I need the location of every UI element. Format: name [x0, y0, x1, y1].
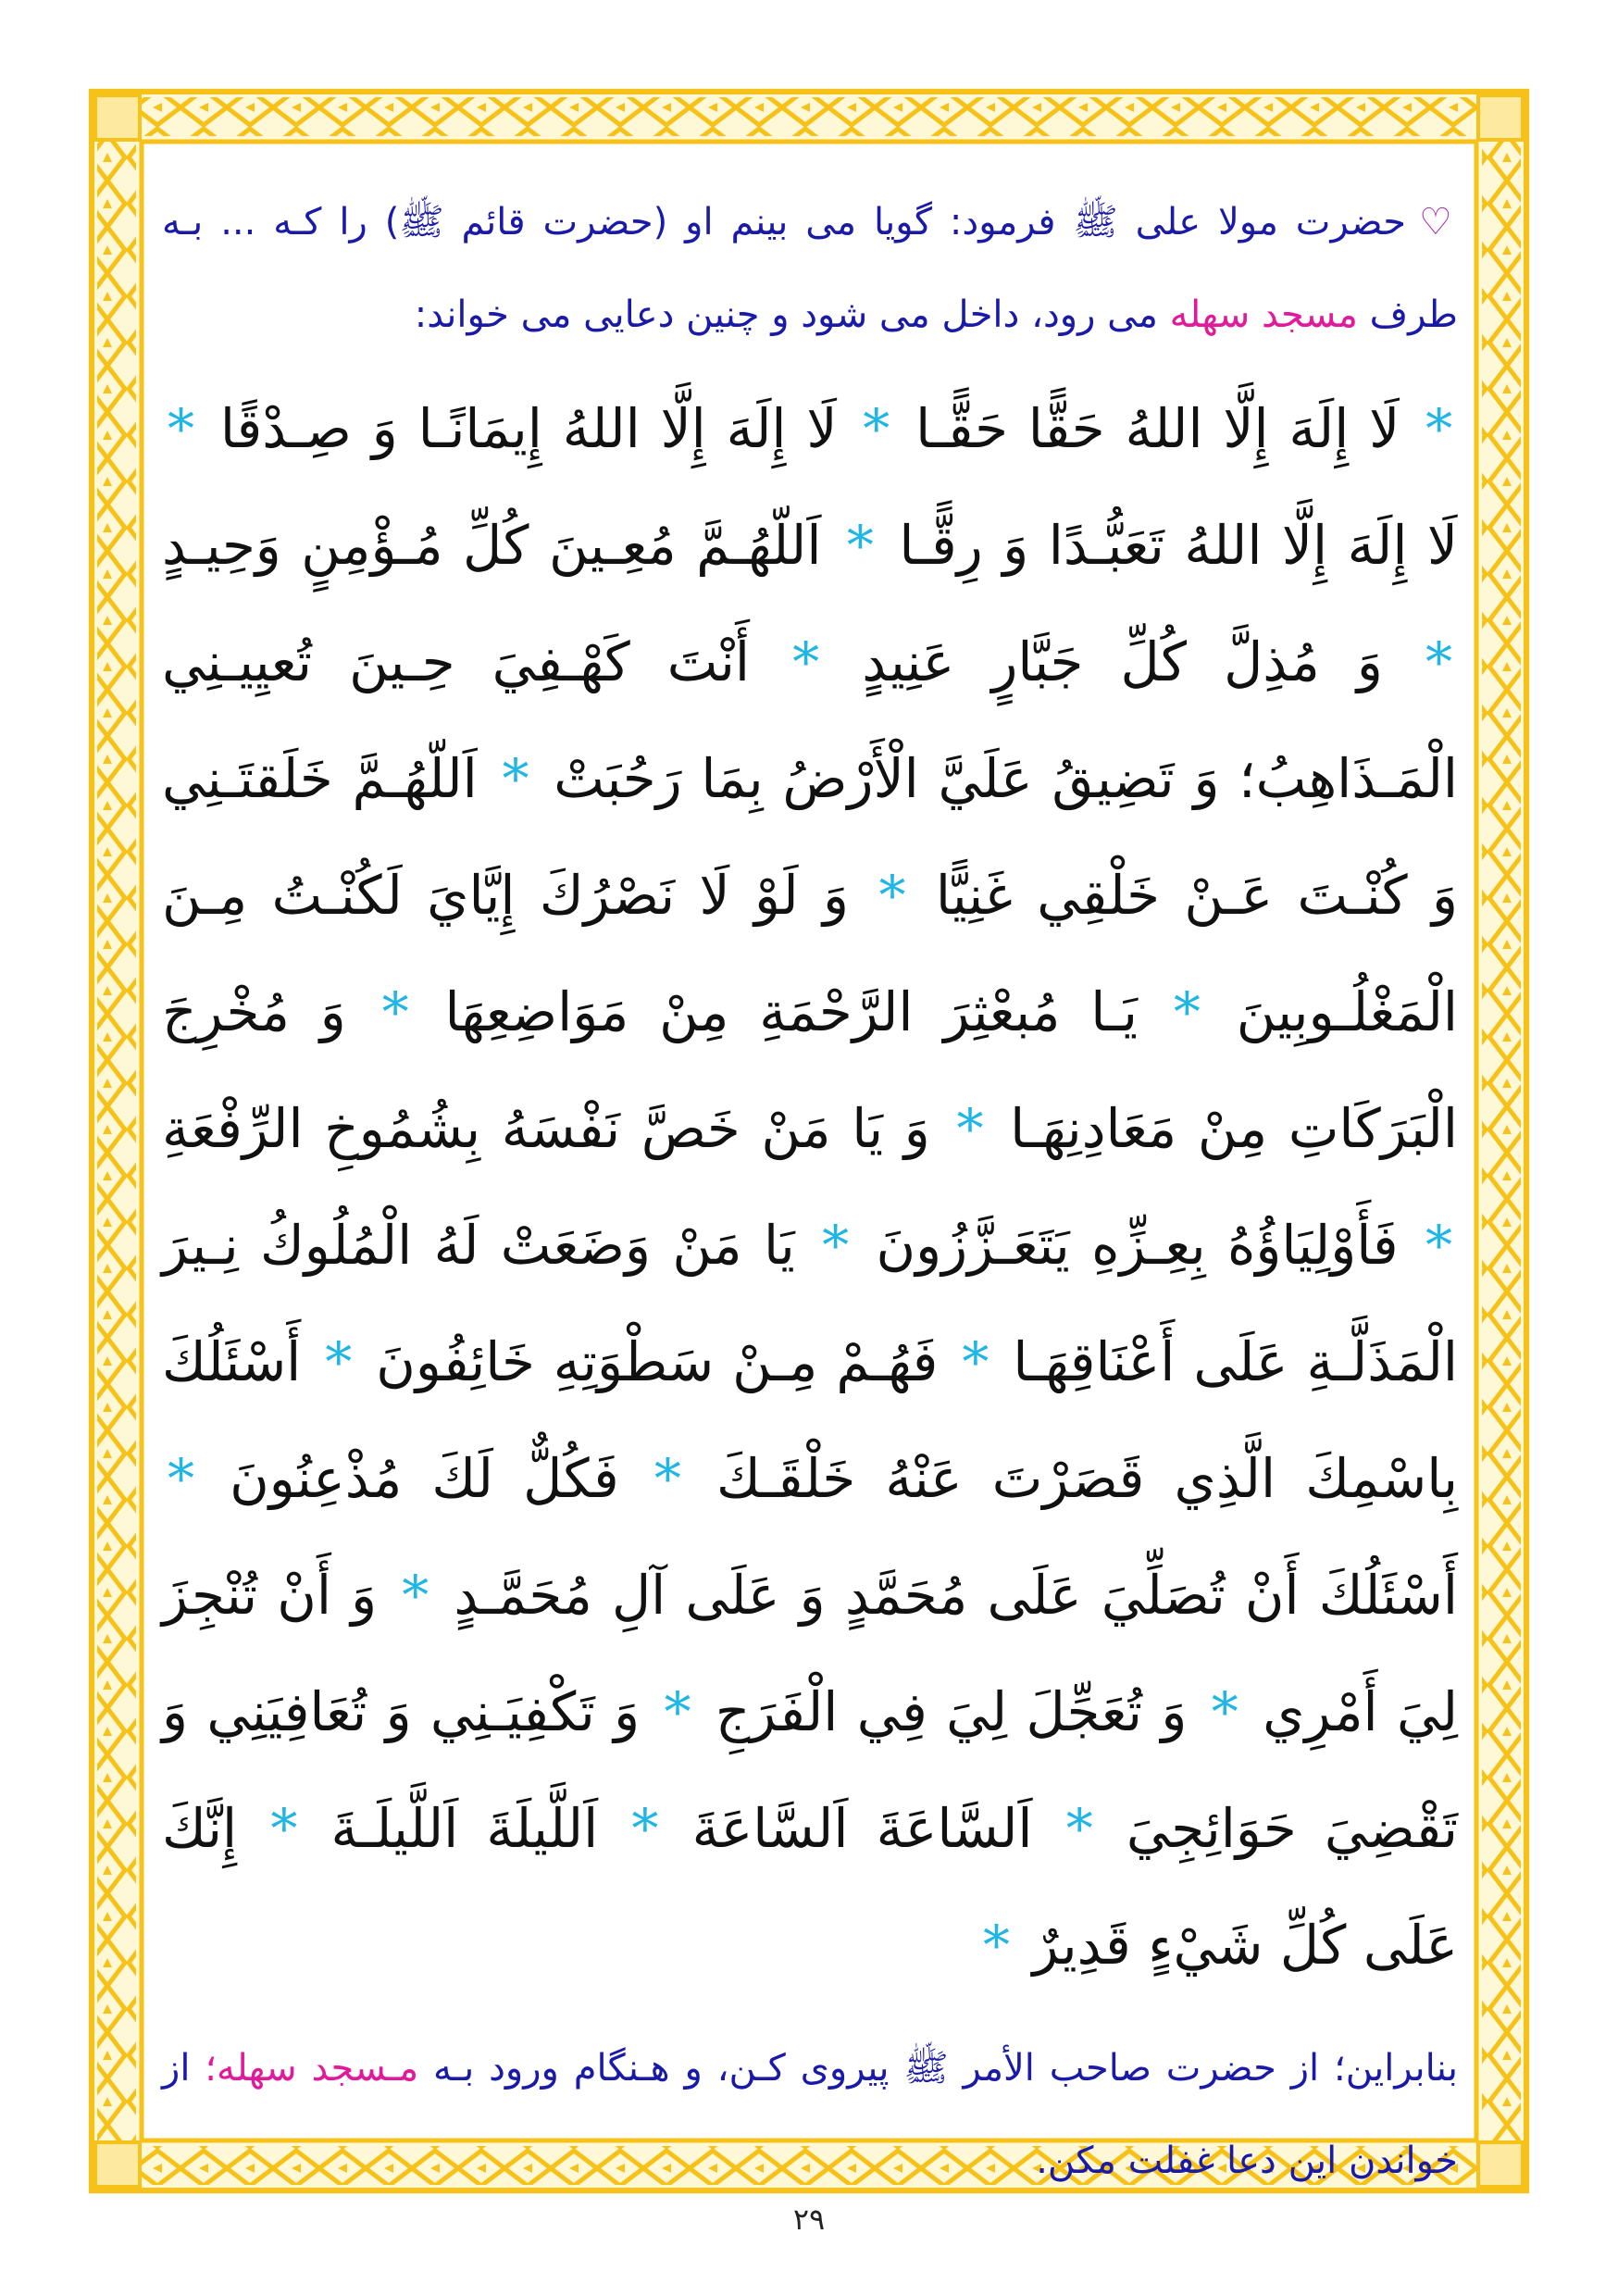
heart-icon: ♡ [1418, 201, 1458, 243]
prayer-segment: يَـا مُبعْثِرَ الرَّحْمَةِ مِنْ مَوَاضِعِهَا [444, 980, 1139, 1043]
prayer-segment: أَسْئَلُكَ بِاسْمِكَ الَّذِي قَصَرْتَ عَنْهُ خَلْقَـكَ [162, 1330, 1459, 1510]
star-separator: * [1425, 1214, 1453, 1277]
page-number: ۲۹ [792, 2202, 826, 2237]
outro-part-4: از خواندن این دعا غفلت مکن. [162, 2047, 1458, 2182]
star-separator: * [402, 1564, 429, 1627]
intro-part-3: ) را کـه ... بـه طرف [162, 201, 1458, 336]
star-separator: * [168, 397, 194, 460]
star-separator: * [1173, 980, 1201, 1043]
star-separator: * [822, 1214, 850, 1277]
prayer-segment: إِنَّكَ عَلَى كُلِّ شَيْءٍ قَدِيرٌ [162, 1797, 1458, 1977]
prayer-segment: وَ تُعَجِّلَ لِيَ فِي الْفَرَجِ [715, 1680, 1188, 1743]
star-separator: * [878, 864, 906, 927]
star-separator: * [381, 980, 409, 1043]
star-separator: * [168, 1447, 194, 1510]
honorific-glyph: ﷺ [399, 201, 444, 243]
outro-part-1: بنابراین؛ از حضرت صاحب الأمر [963, 2047, 1459, 2090]
honorific-glyph: ﷺ [903, 2047, 949, 2090]
intro-part-2: فرمود: گویا می بینم او (حضرت قائم [461, 201, 1056, 243]
prayer-segment: فَهُـمْ مِـنْ سَطْوَتِهِ خَائِفُونَ [376, 1330, 939, 1393]
prayer-segment: وَ لَوْ لَا نَصْرُكَ إِيَّايَ لَكُنْـتُ مِـنَ الْمَغْلُـوبِينَ [162, 864, 1459, 1043]
prayer-segment: وَ مُذِلَّ كُلِّ جَبَّارٍ عَنِيدٍ [862, 630, 1383, 693]
prayer-segment: وَ يَا مَنْ خَصَّ نَفْسَهُ بِشُمُوخِ الرِّفْعَةِ [162, 1097, 930, 1160]
star-separator: * [1211, 1680, 1238, 1743]
star-separator: * [631, 1797, 659, 1860]
prayer-segment: لَا إِلَهَ إِلَّا اللهُ حَقًّا حَقًّـا [915, 397, 1400, 460]
intro-paragraph [162, 176, 1458, 361]
prayer-segment: وَ أَنْ تُنْجِزَ لِيَ أَمْرِي [162, 1564, 1459, 1743]
prayer-segment: اَلسَّاعَةَ اَلسَّاعَةَ [691, 1797, 1033, 1860]
left-border [97, 97, 136, 2185]
prayer-segment: لَا إِلَهَ إِلَّا اللهُ تَعَبُّـدًا وَ رِقًّـا [899, 514, 1458, 577]
star-separator: * [792, 630, 820, 693]
star-separator: * [863, 397, 890, 460]
star-separator: * [1065, 1797, 1093, 1860]
right-border [1482, 97, 1521, 2185]
star-separator: * [846, 514, 874, 577]
star-separator: * [664, 1680, 691, 1743]
prayer-segment: أَسْئَلُكَ أَنْ تُصَلِّيَ عَلَى مُحَمَّدٍ وَ عَلَى آلِ مُحَمَّـدٍ [454, 1564, 1458, 1627]
prayer-segment: اَللّهُـمَّ خَلَقتَـنِي وَ كُنْـتَ عَـنْ خَلْقِي غَنِيًّا [162, 747, 1459, 927]
star-separator: * [1425, 630, 1453, 693]
prayer-segment: لَا إِلَهَ إِلَّا اللهُ إِيمَانًـا وَ صِـدْقًا [219, 397, 838, 460]
prayer-segment: وَ تَكْفِيَـنِي وَ تُعَافِيَنِي وَ تَقْضِيَ حَوَائِجِيَ [162, 1680, 1459, 1860]
star-separator: * [983, 1914, 1011, 1977]
intro-part-1: حضرت مولا علی [1135, 201, 1406, 243]
honorific-glyph: ﷺ [1073, 201, 1118, 243]
star-separator: * [325, 1330, 353, 1393]
star-separator: * [653, 1447, 681, 1510]
prayer-segment: وَ مُخْرِجَ الْبَرَكَاتِ مِنْ مَعَادِنِهَـا [162, 980, 1459, 1160]
intro-part-5: می رود، داخل می شود و چنین دعایی می خواند: [414, 293, 1158, 336]
star-separator: * [270, 1797, 298, 1860]
prayer-segment: أَنْتَ كَهْـفِيَ حِـينَ تُعيِيـنِي الْمَـذَاهِبُ؛ وَ تَضِيقُ عَلَيَّ الْأَرْضُ بِمَا رَحُبَتْ [162, 630, 1459, 810]
intro-highlight-masjid: مسجد سهله [1169, 293, 1358, 336]
star-separator: * [956, 1097, 984, 1160]
prayer-segment: اَللّهُـمَّ مُعِـينَ كُلِّ مُـؤْمِنٍ وَحِيـدٍ [162, 514, 822, 577]
star-separator: * [962, 1330, 989, 1393]
prayer-segment: اَللَّيلَةَ اَللَّيلَـةَ [330, 1797, 599, 1860]
outro-paragraph [162, 2022, 1458, 2207]
prayer-segment: فَأَوْلِيَاؤُهُ بِعِـزِّهِ يَتَعَـزَّزُونَ [876, 1214, 1399, 1277]
prayer-segment: فَكُلٌّ لَكَ مُذْعِنُونَ [230, 1447, 619, 1510]
outro-part-2: پیروی کـن، و هـنگام ورود بـه [432, 2047, 890, 2090]
prayer-segment: يَا مَنْ وَضَعَتْ لَهُ الْمُلُوكُ نِـيرَ الْمَذَلَّـةِ عَلَى أَعْنَاقِهَـا [162, 1214, 1459, 1393]
star-separator: * [502, 747, 529, 810]
page-content [162, 176, 1459, 2182]
star-separator: * [1425, 397, 1453, 460]
outro-highlight-masjid: مـسجد سهله؛ [205, 2047, 419, 2090]
prayer-text [162, 370, 1458, 2003]
top-border [97, 97, 1521, 136]
